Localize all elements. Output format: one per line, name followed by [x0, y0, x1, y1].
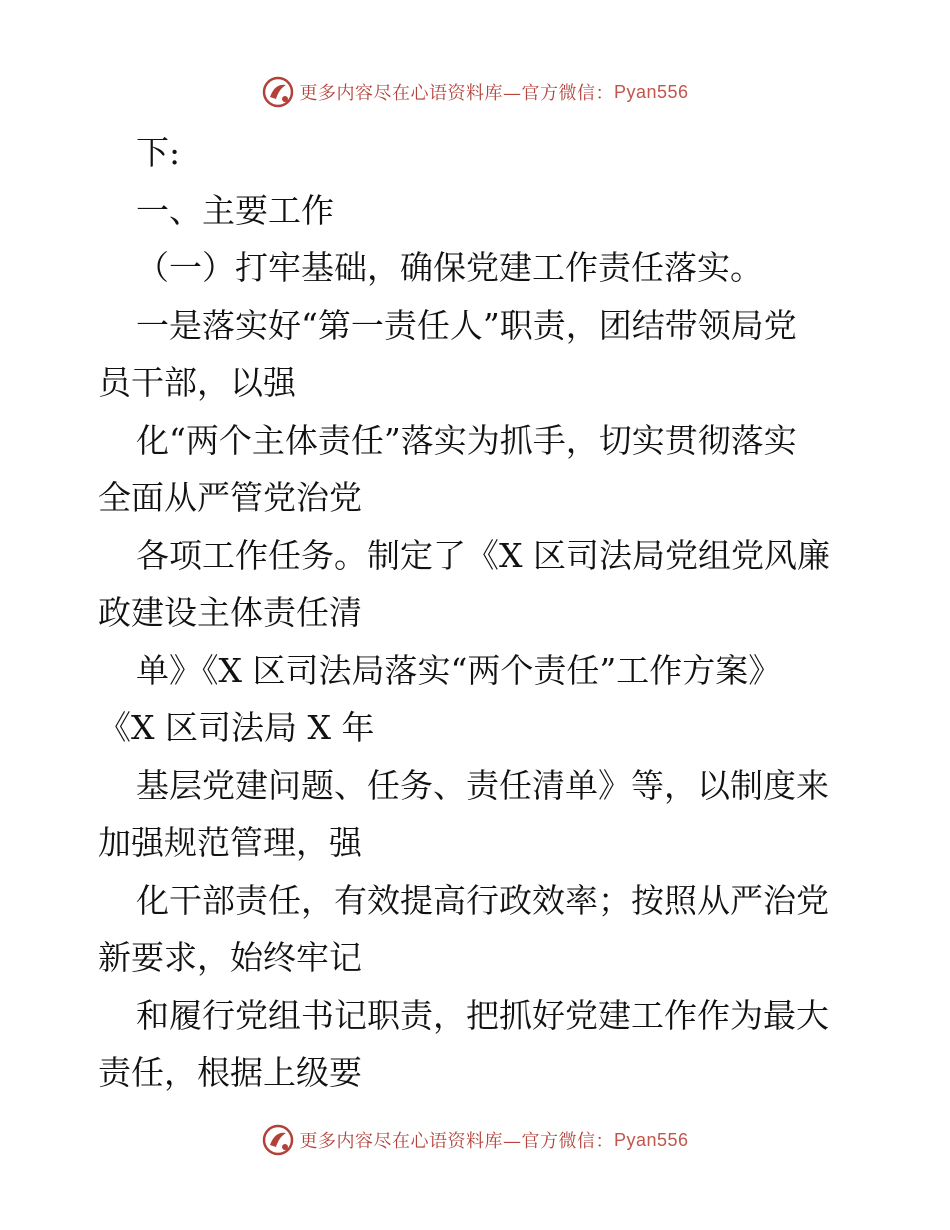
text-line: 新要求，始终牢记: [98, 938, 362, 977]
document-body: [98, 124, 858, 1102]
text-line: 基层党建问题、任务、责任清单》等，以制度来: [136, 765, 829, 805]
header-brand-text: 更多内容尽在心语资料库—官方微信：: [299, 83, 614, 104]
text-line: 《X 区司法局 X 年: [98, 708, 375, 747]
text-line: 一是落实好“第一责任人”职责，团结带领局党: [136, 305, 797, 345]
brand-logo-icon: [261, 1123, 295, 1157]
text-line: 全面从严管党治党: [98, 478, 362, 517]
text-line: 下:: [136, 133, 181, 172]
header-wechat-id: Pyan556: [613, 81, 689, 102]
footer-wechat-id: Pyan556: [613, 1129, 689, 1150]
text-line: 责任，根据上级要: [98, 1053, 362, 1092]
text-line: 单》《X 区司法局落实“两个责任”工作方案》: [136, 650, 782, 690]
text-line: 加强规范管理，强: [98, 823, 362, 862]
text-line: 化“两个主体责任”落实为抓手，切实贯彻落实: [136, 420, 797, 460]
text-line: 政建设主体责任清: [98, 593, 362, 632]
text-line: 员干部，以强: [98, 363, 296, 402]
footer-banner: [0, 1120, 950, 1160]
text-line: 一、主要工作: [136, 190, 334, 230]
text-line: 和履行党组书记职责，把抓好党建工作作为最大: [136, 995, 829, 1035]
header-banner: [0, 72, 950, 112]
text-line: （一）打牢基础，确保党建工作责任落实。: [136, 248, 763, 287]
brand-logo-icon: [261, 75, 295, 109]
text-line: 各项工作任务。制定了《X 区司法局党组党风廉: [136, 535, 830, 575]
footer-brand-text: 更多内容尽在心语资料库—官方微信：: [299, 1131, 614, 1152]
text-line: 化干部责任，有效提高行政效率；按照从严治党: [136, 880, 829, 920]
